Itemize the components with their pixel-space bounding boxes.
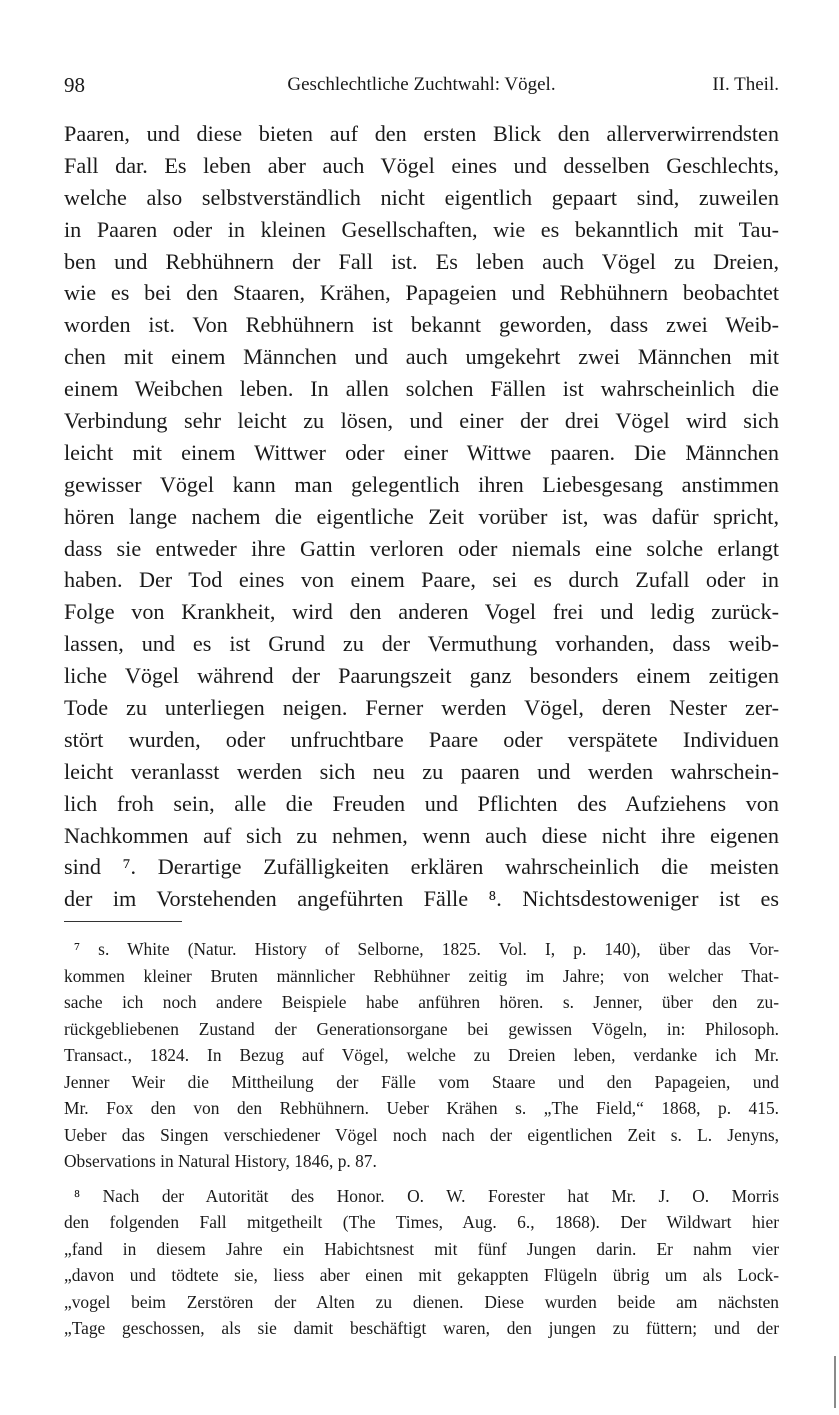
text-line: Folge von Krankheit, wird den anderen Vogel frei und ledig zurück- (64, 599, 779, 625)
page-number: 98 (64, 73, 85, 97)
text-line: lich froh sein, alle die Freuden und Pflichten des Aufziehens von (64, 790, 779, 816)
footnote-separator (64, 921, 182, 922)
footnote-line: Observations in Natural History, 1846, p. 87. (64, 1151, 377, 1171)
running-header (64, 70, 779, 100)
text-line: stört wurden, oder unfruchtbare Paare oder verspätete Individuen (64, 726, 779, 752)
text-line: welche also selbstverständlich nicht eigentlich gepaart sind, zuweilen (64, 184, 779, 210)
footnote-line: den folgenden Fall mitgetheilt (The Times, Aug. 6., 1868). Der Wildwart hier (64, 1212, 779, 1232)
text-line: Fall dar. Es leben aber auch Vögel eines und desselben Geschlechts, (64, 152, 779, 178)
footnote-line: Transact., 1824. In Bezug auf Vögel, welche zu Dreien leben, verdanke ich Mr. (64, 1045, 779, 1065)
text-line: Verbindung sehr leicht zu lösen, und einer der drei Vögel wird sich (64, 408, 779, 434)
running-title: Geschlechtliche Zuchtwahl: Vögel. (287, 74, 556, 95)
text-line: worden ist. Von Rebhühnern ist bekannt geworden, dass zwei Weib- (64, 312, 779, 338)
text-line: leicht mit einem Wittwer oder einer Wittwe paaren. Die Männchen (64, 439, 779, 465)
text-line: sind ⁷. Derartige Zufälligkeiten erklären wahrscheinlich die meisten (64, 854, 779, 880)
scan-edge-mark (834, 1356, 836, 1408)
text-line: in Paaren oder in kleinen Gesellschaften, wie es bekanntlich mit Tau- (64, 216, 779, 242)
footnote-line: Ueber das Singen verschiedener Vögel noch nach der eigentlichen Zeit s. L. Jenyns, (64, 1124, 779, 1145)
footnote-line: rückgebliebenen Zustand der Generationsorgane bei gewissen Vögeln, in: Philosoph. (64, 1018, 779, 1039)
text-line: hören lange nachem die eigentliche Zeit vorüber ist, was dafür spricht, (64, 503, 779, 529)
footnote-line: Mr. Fox den von den Rebhühnern. Ueber Krähen s. „The Field,“ 1868, p. 415. (64, 1098, 779, 1118)
footnote-line: „vogel beim Zerstören der Alten zu dienen. Diese wurden beide am nächsten (64, 1291, 779, 1312)
footnote-line: „fand in diesem Jahre ein Habichtsnest mit fünf Jungen darin. Er nahm vier (64, 1238, 779, 1259)
footnote-8 (64, 1183, 779, 1342)
text-line: haben. Der Tod eines von einem Paare, sei es durch Zufall oder in (64, 567, 779, 593)
text-line: gewisser Vögel kann man gelegentlich ihren Liebesgesang anstimmen (64, 471, 779, 497)
text-line: ben und Rebhühnern der Fall ist. Es leben auch Vögel zu Dreien, (64, 248, 779, 274)
text-line: wie es bei den Staaren, Krähen, Papageien und Rebhühnern beobachtet (64, 280, 779, 306)
text-line: Tode zu unterliegen neigen. Ferner werden Vögel, deren Nester zer- (64, 695, 779, 721)
footnote-line: Jenner Weir die Mittheilung der Fälle vom Staare und den Papageien, und (64, 1071, 779, 1092)
footnote-line: sache ich noch andere Beispiele habe anführen hören. s. Jenner, über den zu- (64, 992, 779, 1012)
part-label: II. Theil. (712, 74, 779, 95)
text-line: dass sie entweder ihre Gattin verloren oder niemals eine solche erlangt (64, 535, 779, 561)
text-line: liche Vögel während der Paarungszeit ganz besonders einem zeitigen (64, 663, 779, 689)
footnote-7 (64, 936, 779, 1175)
footnote-line: „davon und tödtete sie, liess aber einen mit gekappten Flügeln übrig um als Lock- (64, 1265, 779, 1285)
text-line: Nachkommen auf sich zu nehmen, wenn auch diese nicht ihre eigenen (64, 822, 779, 848)
main-text (64, 118, 779, 915)
footnote-line: ⁷ s. White (Natur. History of Selborne, 1825. Vol. I, p. 140), über das Vor- (74, 939, 779, 959)
text-line: Paaren, und diese bieten auf den ersten Blick den allerverwirrendsten (64, 121, 779, 146)
footnotes (64, 936, 779, 1342)
text-line: einem Weibchen leben. In allen solchen Fällen ist wahrscheinlich die (64, 376, 779, 402)
text-line: der im Vorstehenden angeführten Fälle ⁸. Nichtsdestoweniger ist es (64, 886, 779, 912)
text-line: chen mit einem Männchen und auch umgekehrt zwei Männchen mit (64, 344, 779, 370)
text-line: lassen, und es ist Grund zu der Vermuthung vorhanden, dass weib- (64, 631, 779, 657)
text-line: leicht veranlasst werden sich neu zu paaren und werden wahrschein- (64, 758, 779, 784)
footnote-line: kommen kleiner Bruten männlicher Rebhühner zeitig im Jahre; von welcher That- (64, 965, 779, 986)
footnote-line: ⁸ Nach der Autorität des Honor. O. W. Forester hat Mr. J. O. Morris (74, 1185, 779, 1206)
footnote-line: „Tage geschossen, als sie damit beschäftigt waren, den jungen zu füttern; und der (64, 1318, 779, 1338)
